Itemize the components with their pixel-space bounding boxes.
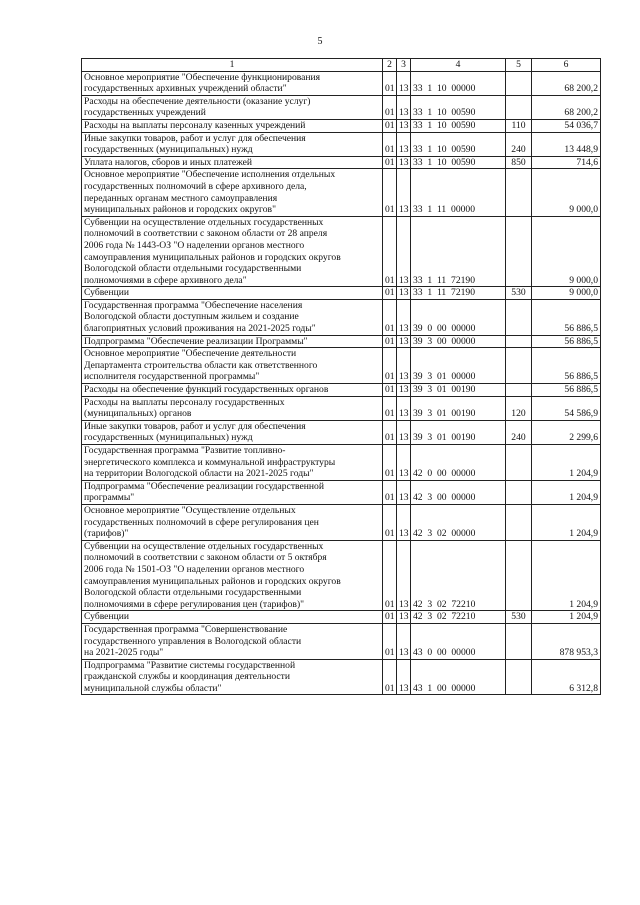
row-amount: 56 886,5 — [532, 335, 601, 348]
row-amount: 2 299,6 — [532, 420, 601, 444]
row-expense-type — [506, 480, 532, 504]
row-section: 01 — [383, 504, 397, 540]
table-row — [82, 504, 601, 540]
row-target-code: 39 3 01 00190 — [411, 396, 506, 420]
row-amount: 1 204,9 — [532, 540, 601, 611]
row-target-code: 39 3 00 00000 — [411, 335, 506, 348]
budget-table — [81, 58, 601, 695]
row-name: Государственная программа "Развитие топливно- энергетического комплекса и коммунальной инфраструктуры на территории Вологодской области на 2021-2025 годы" — [82, 445, 383, 481]
row-expense-type — [506, 623, 532, 659]
table-row — [82, 420, 601, 444]
table-row — [82, 396, 601, 420]
row-name: Подпрограмма "Обеспечение реализации государственной программы" — [82, 480, 383, 504]
row-expense-type — [506, 95, 532, 119]
row-expense-type — [506, 540, 532, 611]
row-target-code: 33 1 10 00590 — [411, 132, 506, 156]
table-row — [82, 348, 601, 384]
header-col-4: 4 — [411, 59, 506, 72]
row-expense-type: 850 — [506, 156, 532, 169]
row-target-code: 33 1 10 00590 — [411, 119, 506, 132]
row-name: Иные закупки товаров, работ и услуг для обеспечения государственных (муниципальных) нужд — [82, 132, 383, 156]
row-name: Иные закупки товаров, работ и услуг для обеспечения государственных (муниципальных) нужд — [82, 420, 383, 444]
row-amount: 56 886,5 — [532, 384, 601, 397]
row-target-code: 33 1 11 72190 — [411, 287, 506, 300]
table-row — [82, 169, 601, 216]
table-row — [82, 71, 601, 95]
table-row — [82, 299, 601, 335]
row-amount: 68 200,2 — [532, 71, 601, 95]
row-section: 01 — [383, 169, 397, 216]
row-expense-type: 530 — [506, 287, 532, 300]
row-amount: 56 886,5 — [532, 299, 601, 335]
row-expense-type — [506, 71, 532, 95]
row-target-code: 33 1 10 00000 — [411, 71, 506, 95]
row-section: 01 — [383, 480, 397, 504]
header-col-3: 3 — [397, 59, 411, 72]
row-expense-type — [506, 169, 532, 216]
row-section: 01 — [383, 335, 397, 348]
row-subsection: 13 — [397, 335, 411, 348]
row-name: Расходы на обеспечение функций государственных органов — [82, 384, 383, 397]
table-row — [82, 540, 601, 611]
table-row — [82, 95, 601, 119]
row-section: 01 — [383, 445, 397, 481]
row-subsection: 13 — [397, 623, 411, 659]
row-target-code: 39 3 01 00000 — [411, 348, 506, 384]
row-subsection: 13 — [397, 71, 411, 95]
row-name: Субвенции на осуществление отдельных государственных полномочий в соответствии с законом области от 28 апреля 2006 года № 1443-ОЗ "О наделении органов местного самоуправления муниципальных районов и городских округов Вологодской области отдельными государственными полномочиями в сфере архивного дела" — [82, 216, 383, 287]
row-subsection: 13 — [397, 540, 411, 611]
row-expense-type: 530 — [506, 611, 532, 624]
row-target-code: 33 1 10 00590 — [411, 95, 506, 119]
row-target-code: 42 3 00 00000 — [411, 480, 506, 504]
header-col-5: 5 — [506, 59, 532, 72]
table-row — [82, 335, 601, 348]
row-subsection: 13 — [397, 95, 411, 119]
row-amount: 9 000,0 — [532, 216, 601, 287]
row-amount: 1 204,9 — [532, 504, 601, 540]
row-name: Расходы на обеспечение деятельности (оказание услуг) государственных учреждений — [82, 95, 383, 119]
row-amount: 54 036,7 — [532, 119, 601, 132]
row-target-code: 39 0 00 00000 — [411, 299, 506, 335]
table-row — [82, 132, 601, 156]
row-name: Расходы на выплаты персоналу казенных учреждений — [82, 119, 383, 132]
row-target-code: 33 1 10 00590 — [411, 156, 506, 169]
row-expense-type — [506, 216, 532, 287]
row-section: 01 — [383, 71, 397, 95]
row-name: Расходы на выплаты персоналу государственных (муниципальных) органов — [82, 396, 383, 420]
row-subsection: 13 — [397, 119, 411, 132]
row-name: Субвенции — [82, 287, 383, 300]
row-amount: 6 312,8 — [532, 659, 601, 695]
row-amount: 1 204,9 — [532, 480, 601, 504]
table-row — [82, 659, 601, 695]
row-subsection: 13 — [397, 504, 411, 540]
table-body — [82, 71, 601, 695]
table-row — [82, 445, 601, 481]
row-subsection: 13 — [397, 420, 411, 444]
row-section: 01 — [383, 420, 397, 444]
row-subsection: 13 — [397, 299, 411, 335]
header-row — [82, 59, 601, 72]
row-amount: 68 200,2 — [532, 95, 601, 119]
row-section: 01 — [383, 119, 397, 132]
row-expense-type — [506, 384, 532, 397]
row-target-code: 42 3 02 72210 — [411, 611, 506, 624]
row-target-code: 42 3 02 72210 — [411, 540, 506, 611]
row-subsection: 13 — [397, 396, 411, 420]
row-section: 01 — [383, 216, 397, 287]
row-name: Государственная программа "Совершенствование государственного управления в Вологодской области на 2021-2025 годы" — [82, 623, 383, 659]
row-amount: 1 204,9 — [532, 611, 601, 624]
row-subsection: 13 — [397, 132, 411, 156]
row-name: Основное мероприятие "Обеспечение функционирования государственных архивных учреждений области" — [82, 71, 383, 95]
row-target-code: 39 3 01 00190 — [411, 384, 506, 397]
table-row — [82, 287, 601, 300]
row-name: Государственная программа "Обеспечение населения Вологодской области доступным жильем и создание благоприятных условий проживания на 2021-2025 годы" — [82, 299, 383, 335]
row-expense-type — [506, 504, 532, 540]
row-target-code: 42 3 02 00000 — [411, 504, 506, 540]
row-section: 01 — [383, 659, 397, 695]
table-row — [82, 216, 601, 287]
row-section: 01 — [383, 384, 397, 397]
table-row — [82, 480, 601, 504]
row-section: 01 — [383, 396, 397, 420]
row-expense-type: 240 — [506, 132, 532, 156]
row-name: Уплата налогов, сборов и иных платежей — [82, 156, 383, 169]
row-subsection: 13 — [397, 216, 411, 287]
row-name: Подпрограмма "Обеспечение реализации Программы" — [82, 335, 383, 348]
row-expense-type: 110 — [506, 119, 532, 132]
row-amount: 54 586,9 — [532, 396, 601, 420]
row-subsection: 13 — [397, 156, 411, 169]
row-amount: 878 953,3 — [532, 623, 601, 659]
row-target-code: 33 1 11 72190 — [411, 216, 506, 287]
row-amount: 9 000,0 — [532, 169, 601, 216]
row-name: Основное мероприятие "Обеспечение деятельности Департамента строительства области как ответственного исполнителя государственной программы" — [82, 348, 383, 384]
table-row — [82, 384, 601, 397]
row-expense-type — [506, 445, 532, 481]
row-expense-type: 240 — [506, 420, 532, 444]
table-row — [82, 611, 601, 624]
row-amount: 9 000,0 — [532, 287, 601, 300]
row-subsection: 13 — [397, 659, 411, 695]
row-expense-type — [506, 348, 532, 384]
page-number: 5 — [317, 36, 323, 47]
row-name: Субвенции на осуществление отдельных государственных полномочий в соответствии с законом области от 5 октября 2006 года № 1501-ОЗ "О наделении органов местного самоуправления муниципальных районов и городских округов Вологодской области отдельными государственными полномочиями в сфере регулирования цен (тарифов)" — [82, 540, 383, 611]
table-row — [82, 156, 601, 169]
row-amount: 13 448,9 — [532, 132, 601, 156]
row-target-code: 39 3 01 00190 — [411, 420, 506, 444]
row-section: 01 — [383, 540, 397, 611]
row-section: 01 — [383, 348, 397, 384]
row-section: 01 — [383, 156, 397, 169]
table-row — [82, 623, 601, 659]
row-section: 01 — [383, 287, 397, 300]
row-expense-type — [506, 335, 532, 348]
header-col-6: 6 — [532, 59, 601, 72]
row-subsection: 13 — [397, 445, 411, 481]
row-subsection: 13 — [397, 287, 411, 300]
row-target-code: 42 0 00 00000 — [411, 445, 506, 481]
row-subsection: 13 — [397, 348, 411, 384]
row-target-code: 43 0 00 00000 — [411, 623, 506, 659]
row-amount: 56 886,5 — [532, 348, 601, 384]
row-name: Основное мероприятие "Осуществление отдельных государственных полномочий в сфере регулирования цен (тарифов)" — [82, 504, 383, 540]
row-target-code: 33 1 11 00000 — [411, 169, 506, 216]
row-section: 01 — [383, 299, 397, 335]
row-section: 01 — [383, 623, 397, 659]
row-subsection: 13 — [397, 384, 411, 397]
row-name: Субвенции — [82, 611, 383, 624]
row-amount: 1 204,9 — [532, 445, 601, 481]
row-expense-type — [506, 299, 532, 335]
row-section: 01 — [383, 611, 397, 624]
table-row — [82, 119, 601, 132]
row-subsection: 13 — [397, 480, 411, 504]
row-name: Подпрограмма "Развитие системы государственной гражданской службы и координация деятельности муниципальной службы области" — [82, 659, 383, 695]
row-target-code: 43 1 00 00000 — [411, 659, 506, 695]
row-expense-type — [506, 659, 532, 695]
row-amount: 714,6 — [532, 156, 601, 169]
row-expense-type: 120 — [506, 396, 532, 420]
row-section: 01 — [383, 132, 397, 156]
row-subsection: 13 — [397, 169, 411, 216]
row-subsection: 13 — [397, 611, 411, 624]
header-col-1: 1 — [82, 59, 383, 72]
row-name: Основное мероприятие "Обеспечение исполнения отдельных государственных полномочий в сфере архивного дела, переданных органам местного самоуправления муниципальных районов и городских округов" — [82, 169, 383, 216]
row-section: 01 — [383, 95, 397, 119]
header-col-2: 2 — [383, 59, 397, 72]
